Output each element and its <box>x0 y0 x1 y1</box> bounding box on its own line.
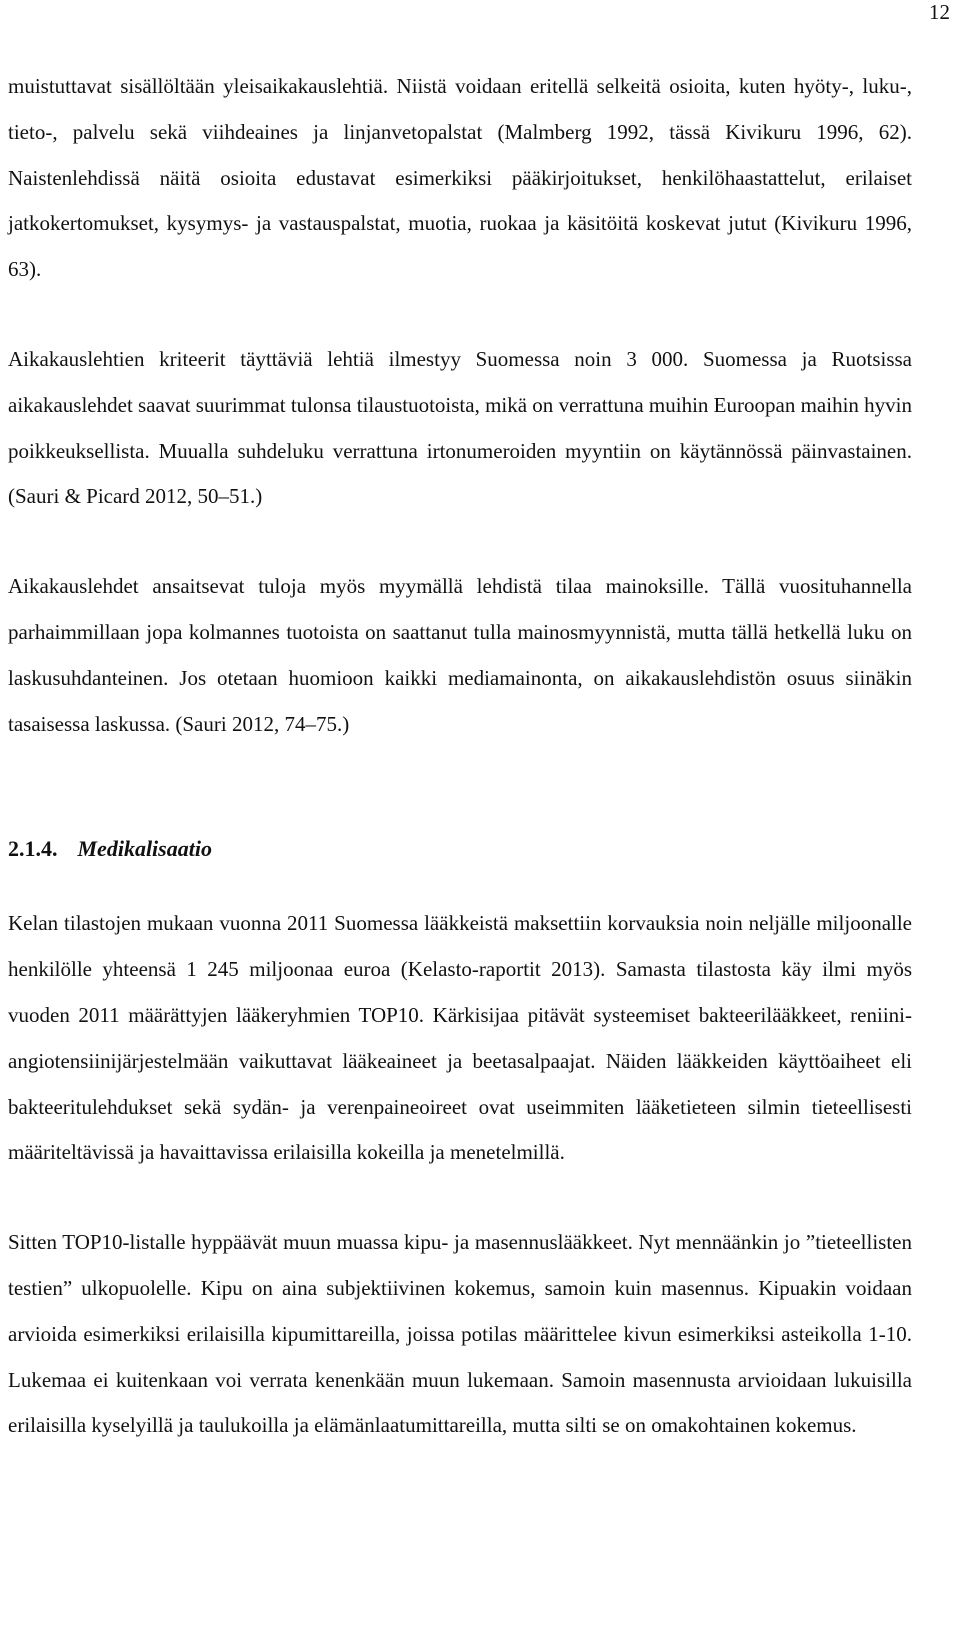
body-paragraph: Kelan tilastojen mukaan vuonna 2011 Suomessa lääkkeistä maksettiin korvauksia noin neljälle miljoonalle henkilölle yhteensä 1 245 miljoonaa euroa (Kelasto-raportit 2013). Samasta tilastosta käy ilmi myös vuoden 2011 määrättyjen lääkeryhmien TOP10. Kärkisijaa pitävät systeemiset bakteerilääkkeet, reniini-angiotensiinijärjestelmään vaikuttavat lääkeaineet ja beetasalpaajat. Näiden lääkkeiden käyttöaiheet eli bakteeritulehdukset sekä sydän- ja verenpaineoireet ovat useimmiten lääketieteen silmin tieteellisesti määriteltävissä ja havaittavissa erilaisilla kokeilla ja menetelmillä. <box>8 911 912 1165</box>
section-heading <box>8 829 912 869</box>
section-number: 2.1.4. <box>8 836 58 862</box>
section-title: Medikalisaatio <box>77 836 212 862</box>
body-paragraph: muistuttavat sisällöltään yleisaikakauslehtiä. Niistä voidaan eritellä selkeitä osioita, kuten hyöty-, luku-, tieto-, palvelu sekä viihdeaines ja linjanvetopalstat (Malmberg 1992, tässä Kivikuru 1996, 62). Naistenlehdissä näitä osioita edustavat esimerkiksi pääkirjoitukset, henkilöhaastattelut, erilaiset jatkokertomukset, kysymys- ja vastauspalstat, muotia, ruokaa ja käsitöitä koskevat jutut (Kivikuru 1996, 63). <box>8 74 912 282</box>
page-number: 12 <box>929 0 950 24</box>
body-paragraph: Aikakauslehdet ansaitsevat tuloja myös myymällä lehdistä tilaa mainoksille. Tällä vuosituhannella parhaimmillaan jopa kolmannes tuotoista on saattanut tulla mainosmyynnistä, mutta tällä hetkellä luku on laskusuhdanteinen. Jos otetaan huomioon kaikki mediamainonta, on aikakauslehdistön osuus siinäkin tasaisessa laskussa. (Sauri 2012, 74–75.) <box>8 574 912 736</box>
body-paragraph: Aikakauslehtien kriteerit täyttäviä lehtiä ilmestyy Suomessa noin 3 000. Suomessa ja Ruotsissa aikakauslehdet saavat suurimmat tulonsa tilaustuotoista, mikä on verrattuna muihin Euroopan maihin hyvin poikkeuksellista. Muualla suhdeluku verrattuna irtonumeroiden myyntiin on käytännössä päinvastainen. (Sauri & Picard 2012, 50–51.) <box>8 346 912 509</box>
page-body <box>8 64 912 1449</box>
body-paragraph: Sitten TOP10-listalle hyppäävät muun muassa kipu- ja masennuslääkkeet. Nyt mennäänkin jo ”tieteellisten testien” ulkopuolelle. Kipu on aina subjektiivinen kokemus, samoin kuin masennus. Kipuakin voidaan arvioida esimerkiksi erilaisilla kipumittareilla, joissa potilas määrittelee kivun esimerkiksi asteikolla 1-10. Lukemaa ei kuitenkaan voi verrata kenenkään muun lukemaan. Samoin masennusta arvioidaan lukuisilla erilaisilla kyselyillä ja taulukoilla ja elämänlaatumittareilla, mutta silti se on omakohtainen kokemus. <box>8 1230 912 1438</box>
